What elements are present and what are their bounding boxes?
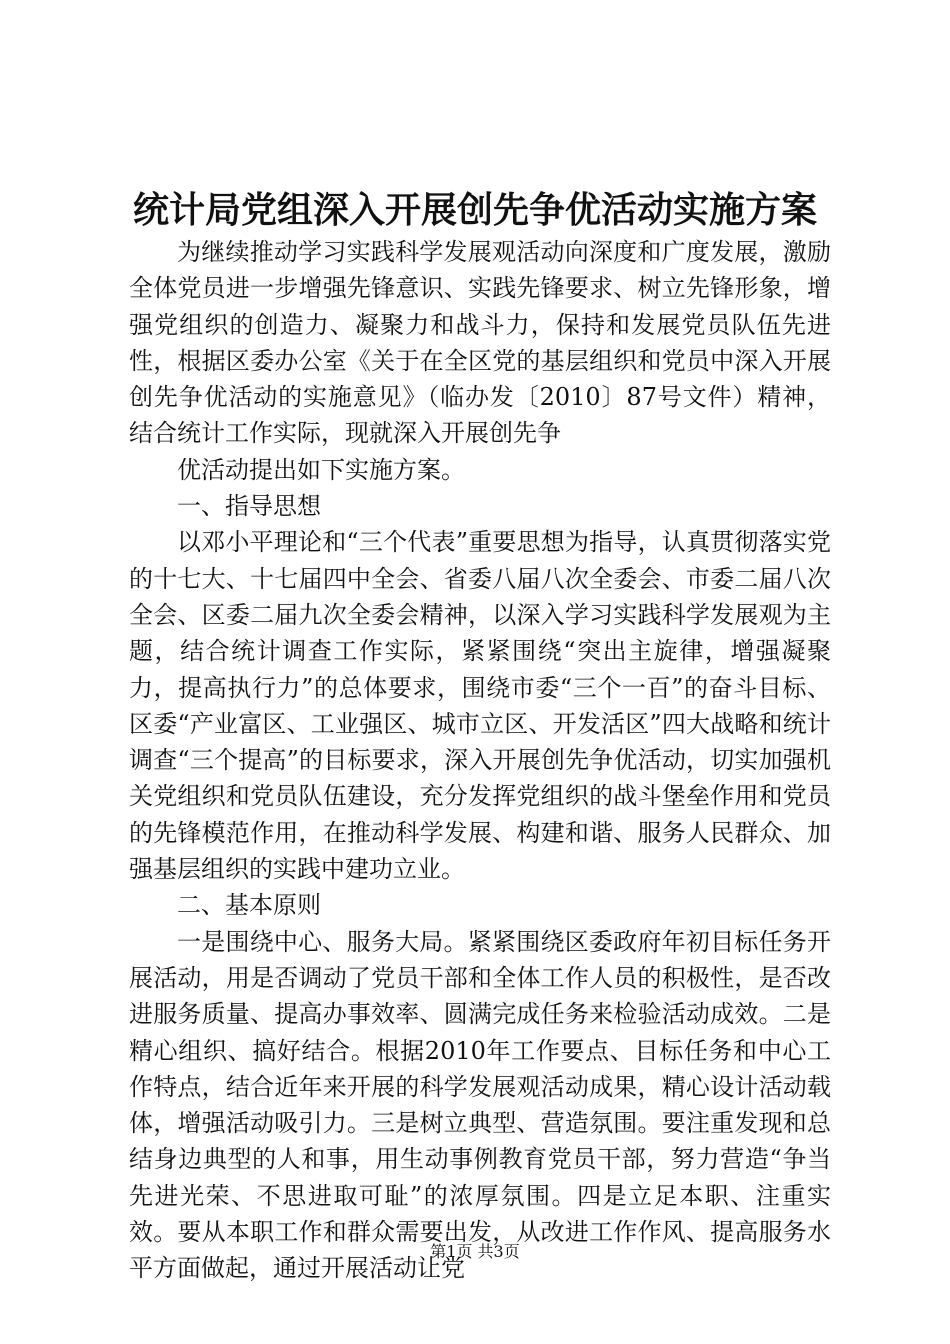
- section-heading-basic-principles: 二、基本原则: [177, 891, 321, 920]
- document-body: [129, 234, 831, 1287]
- paragraph-basic-principles: 一是围绕中心、服务大局。紧紧围绕区委政府年初目标任务开展活动，用是否调动了党员干部和全体工作人员的积极性，是否改进服务质量、提高办事效率、圆满完成任务来检验活动成效。二是精心组织、搞好结合。根据2010年工作要点、目标任务和中心工作特点，结合近年来开展的科学发展观活动成果，精心设计活动载体，增强活动吸引力。三是树立典型、营造氛围。要注重发现和总结身边典型的人和事，用生动事例教育党员干部，努力营造“争当先进光荣、不思进取可耻”的浓厚氛围。四是立足本职、注重实效。要从本职工作和群众需要出发，从改进工作作风、提高服务水平方面做起，通过开展活动让党: [129, 927, 831, 1283]
- section-heading-guiding-ideology: 一、指导思想: [177, 492, 321, 521]
- paragraph-intro: 为继续推动学习实践科学发展观活动向深度和广度发展，激励全体党员进一步增强先锋意识、实践先锋要求、树立先锋形象，增强党组织的创造力、凝聚力和战斗力，保持和发展党员队伍先进性，根据区委办公室《关于在全区党的基层组织和党员中深入开展创先争优活动的实施意见》（临办发〔2010〕87号文件）精神，结合统计工作实际，现就深入开展创先争: [129, 238, 831, 448]
- page-number-footer: 第1页 共3页: [430, 1242, 520, 1261]
- paragraph-intro-end: 优活动提出如下实施方案。: [177, 455, 465, 484]
- document-title: 统计局党组深入开展创先争优活动实施方案: [132, 189, 817, 231]
- paragraph-guiding-ideology: 以邓小平理论和“三个代表”重要思想为指导，认真贯彻落实党的十七大、十七届四中全会、省委八届八次全委会、市委二届八次全会、区委二届九次全委会精神，以深入学习实践科学发展观为主题，结合统计调查工作实际，紧紧围绕“突出主旋律，增强凝聚力，提高执行力”的总体要求，围绕市委“三个一百”的奋斗目标、区委“产业富区、工业强区、城市立区、开发活区”四大战略和统计调查“三个提高”的目标要求，深入开展创先争优活动，切实加强机关党组织和党员队伍建设，充分发挥党组织的战斗堡垒作用和党员的先锋模范作用，在推动科学发展、构建和谐、服务人民群众、加强基层组织的实践中建功立业。: [129, 528, 831, 884]
